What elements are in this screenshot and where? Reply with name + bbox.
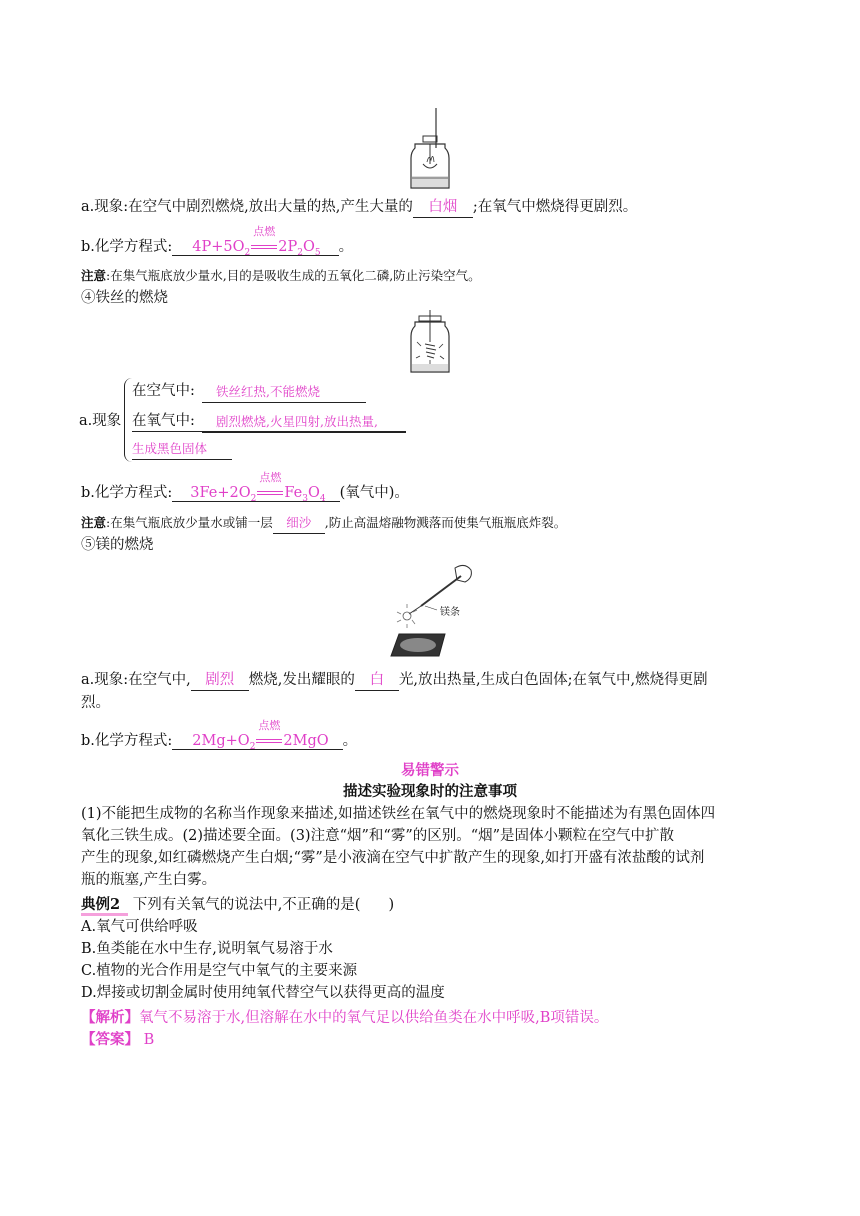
eq-condition: 点燃 bbox=[253, 225, 276, 238]
eq-right-mid: O bbox=[307, 485, 320, 501]
equation-label: b.化学方程式: bbox=[81, 239, 173, 255]
warning-title: 易错警示 bbox=[401, 762, 459, 779]
iron-equation bbox=[81, 471, 409, 509]
option-b: B.鱼类能在水中生存,说明氧气易溶于水 bbox=[81, 941, 333, 957]
eq-end: 。 bbox=[342, 733, 358, 749]
eq-right: Fe bbox=[284, 485, 303, 501]
note-label: 注意 bbox=[81, 268, 107, 283]
iron-air-answer: 铁丝红热,不能燃烧 bbox=[202, 382, 366, 403]
answer-blank: 细沙 bbox=[273, 513, 325, 534]
eq-condition: 点燃 bbox=[258, 719, 281, 732]
answer-value: B bbox=[143, 1032, 155, 1048]
iron-heading: ④铁丝的燃烧 bbox=[81, 290, 168, 306]
iron-oxygen-row bbox=[132, 411, 195, 431]
eq-sub: 2 bbox=[250, 493, 257, 504]
answer-blank: 白 bbox=[355, 670, 399, 691]
warning-line: 氧化三铁生成。(2)描述要全面。(3)注意“烟”和“雾”的区别。“烟”是固体小颗粒在空气中扩散 bbox=[81, 828, 675, 844]
example-label: 典例2 bbox=[81, 896, 128, 916]
analysis-text: 氧气不易溶于水,但溶解在水中的氧气足以供给鱼类在水中呼吸,B项错误。 bbox=[139, 1010, 609, 1026]
magnesium-heading: ⑤镁的燃烧 bbox=[81, 537, 154, 553]
note-text: :在集气瓶底放少量水或铺一层 bbox=[106, 515, 273, 530]
note-label: 注意 bbox=[81, 515, 107, 530]
eq-sub: 2 bbox=[244, 247, 251, 258]
magnesium-phenomenon bbox=[81, 670, 708, 691]
answer-row bbox=[81, 1030, 154, 1050]
equation-label: b.化学方程式: bbox=[81, 485, 173, 501]
phosphorus-equation bbox=[81, 225, 354, 263]
answer-blank: 白烟 bbox=[413, 197, 473, 218]
phosphorus-note bbox=[81, 266, 481, 286]
iron-air-row bbox=[132, 381, 195, 401]
eq-right: 2MgO bbox=[283, 733, 329, 749]
option-a: A.氧气可供给呼吸 bbox=[81, 919, 198, 935]
eq-condition-arrow bbox=[256, 471, 284, 503]
oxygen-label: 在氧气中: bbox=[132, 413, 195, 429]
iron-jar-figure bbox=[405, 310, 455, 376]
phosphorus-phenomenon bbox=[81, 197, 637, 218]
analysis-row bbox=[81, 1008, 608, 1028]
iron-oxygen-answer-2: 生成黑色固体 bbox=[132, 439, 232, 460]
warning-body bbox=[81, 803, 781, 891]
eq-suffix: (氧气中)。 bbox=[339, 485, 409, 501]
magnesium-figure-label: 镁条 bbox=[440, 607, 460, 618]
phenomenon-text-mid: 燃烧,发出耀眼的 bbox=[248, 672, 355, 688]
iron-phenomenon-label: a.现象 bbox=[79, 413, 122, 429]
option-d: D.焊接或切割金属时使用纯氧代替空气以获得更高的温度 bbox=[81, 985, 445, 1001]
iron-note bbox=[81, 513, 566, 534]
eq-sub: 5 bbox=[314, 247, 321, 258]
note-text-end: ,防止高温熔融物溅落而使集气瓶瓶底炸裂。 bbox=[324, 515, 567, 530]
analysis-label: 【解析】 bbox=[81, 1009, 139, 1026]
example-question bbox=[81, 895, 394, 915]
underline bbox=[132, 431, 406, 432]
note-text: :在集气瓶底放少量水,目的是吸收生成的五氧化二磷,防止污染空气。 bbox=[106, 268, 481, 283]
option-c: C.植物的光合作用是空气中氧气的主要来源 bbox=[81, 963, 358, 979]
magnesium-equation bbox=[81, 719, 358, 757]
warning-subtitle: 描述实验现象时的注意事项 bbox=[343, 783, 517, 800]
eq-right: 2P bbox=[278, 239, 298, 255]
equation-label: b.化学方程式: bbox=[81, 733, 173, 749]
iron-oxygen-answer-1: 剧烈燃烧,火星四射,放出热量, bbox=[202, 412, 406, 433]
eq-left: 4P+5O bbox=[192, 239, 245, 255]
eq-left: 2Mg+O bbox=[192, 733, 250, 749]
phenomenon-text: a.现象:在空气中剧烈燃烧,放出大量的热,产生大量的 bbox=[81, 199, 413, 215]
air-label: 在空气中: bbox=[132, 383, 195, 399]
eq-sub: 2 bbox=[297, 247, 303, 258]
equation-answer bbox=[172, 225, 338, 258]
eq-end: 。 bbox=[338, 239, 354, 255]
eq-sub: 3 bbox=[302, 493, 308, 504]
example-options bbox=[81, 916, 445, 1004]
phenomenon-text-end: 光,放出热量,生成白色固体;在氧气中,燃烧得更剧 bbox=[398, 672, 708, 688]
magnesium-figure bbox=[385, 560, 485, 660]
equation-answer bbox=[172, 719, 342, 752]
question-text: 下列有关氧气的说法中,不正确的是( bbox=[132, 897, 361, 913]
eq-sub: 4 bbox=[319, 493, 326, 504]
phenomenon-text: a.现象:在空气中, bbox=[81, 672, 191, 688]
eq-condition-arrow bbox=[255, 719, 283, 751]
eq-left: 3Fe+2O bbox=[190, 485, 251, 501]
warning-line: 瓶的瓶塞,产生白雾。 bbox=[81, 872, 217, 888]
phenomenon-text-end: ;在氧气中燃烧得更剧烈。 bbox=[472, 199, 638, 215]
warning-line: 产生的现象,如红磷燃烧产生白烟;“雾”是小液滴在空气中扩散产生的现象,如打开盛有浓盐酸的试剂 bbox=[81, 850, 705, 866]
answer-blank: 剧烈 bbox=[191, 670, 249, 691]
eq-condition: 点燃 bbox=[259, 471, 282, 484]
eq-right-mid: O bbox=[302, 239, 315, 255]
equation-answer bbox=[172, 471, 339, 504]
warning-line: (1)不能把生成物的名称当作现象来描述,如描述铁丝在氧气中的燃烧现象时不能描述为有黑色固体四 bbox=[81, 806, 716, 822]
question-bracket-end: ) bbox=[388, 897, 395, 913]
eq-sub: 2 bbox=[249, 741, 256, 752]
eq-condition-arrow bbox=[250, 225, 278, 257]
answer-label: 【答案】 bbox=[81, 1031, 139, 1048]
magnesium-phenomenon-wrap: 烈。 bbox=[81, 695, 110, 711]
phosphorus-jar-figure bbox=[405, 108, 455, 192]
